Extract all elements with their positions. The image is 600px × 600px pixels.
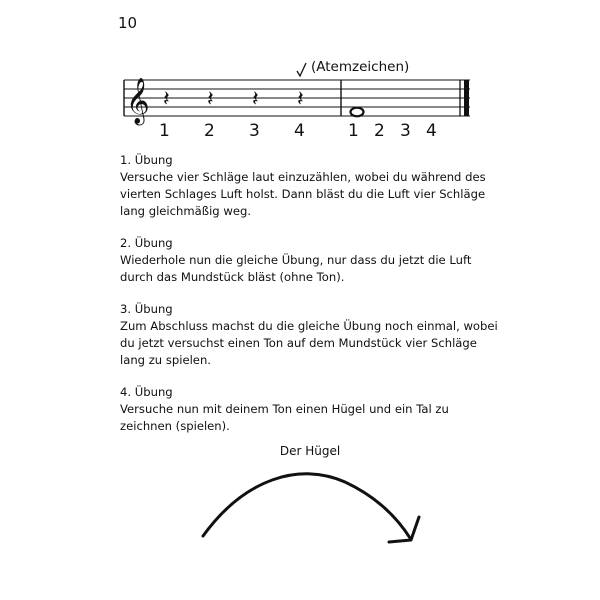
- breath-label: (Atemzeichen): [311, 59, 410, 75]
- exercise-text: Zum Abschluss machst du die gleiche Übung noch einmal, wobei du jetzt versuchst einen Ton auf dem Mundstück vier Schläge lang zu spielen.: [120, 319, 498, 367]
- exercise-text: Wiederhole nun die gleiche Übung, nur dass du jetzt die Luft durch das Mundstück bläst (ohne Ton).: [120, 253, 472, 284]
- quarter-rest-icon: 𝄽: [252, 87, 259, 112]
- exercise-text: Versuche nun mit deinem Ton einen Hügel und ein Tal zu zeichnen (spielen).: [120, 402, 449, 433]
- beat-number: 4: [426, 121, 437, 141]
- hill-caption: Der Hügel: [279, 444, 341, 458]
- beat-number: 3: [249, 121, 260, 141]
- beat-number: 1: [159, 121, 170, 141]
- page-number: 10: [118, 14, 138, 32]
- hill-arc: [203, 474, 410, 538]
- exercise-title: 3. Übung: [120, 302, 173, 316]
- treble-clef-icon: 𝄞: [126, 78, 150, 124]
- beat-number: 2: [204, 121, 215, 141]
- quarter-rest-icon: 𝄽: [297, 87, 304, 112]
- beat-number: 1: [348, 121, 359, 141]
- exercise-title: 1. Übung: [120, 153, 173, 167]
- exercise-title: 2. Übung: [120, 236, 173, 250]
- quarter-rest-icon: 𝄽: [207, 87, 214, 112]
- quarter-rest-icon: 𝄽: [163, 87, 170, 112]
- exercise-text: Versuche vier Schläge laut einzuzählen, wobei du während des vierten Schlages Luft holst. Dann bläst du die Luft vier Schläge lang gleichmäßig weg.: [120, 170, 486, 218]
- beat-number: 4: [294, 121, 305, 141]
- exercise-title: 4. Übung: [120, 385, 173, 399]
- beat-number: 3: [400, 121, 411, 141]
- beat-number: 2: [374, 121, 385, 141]
